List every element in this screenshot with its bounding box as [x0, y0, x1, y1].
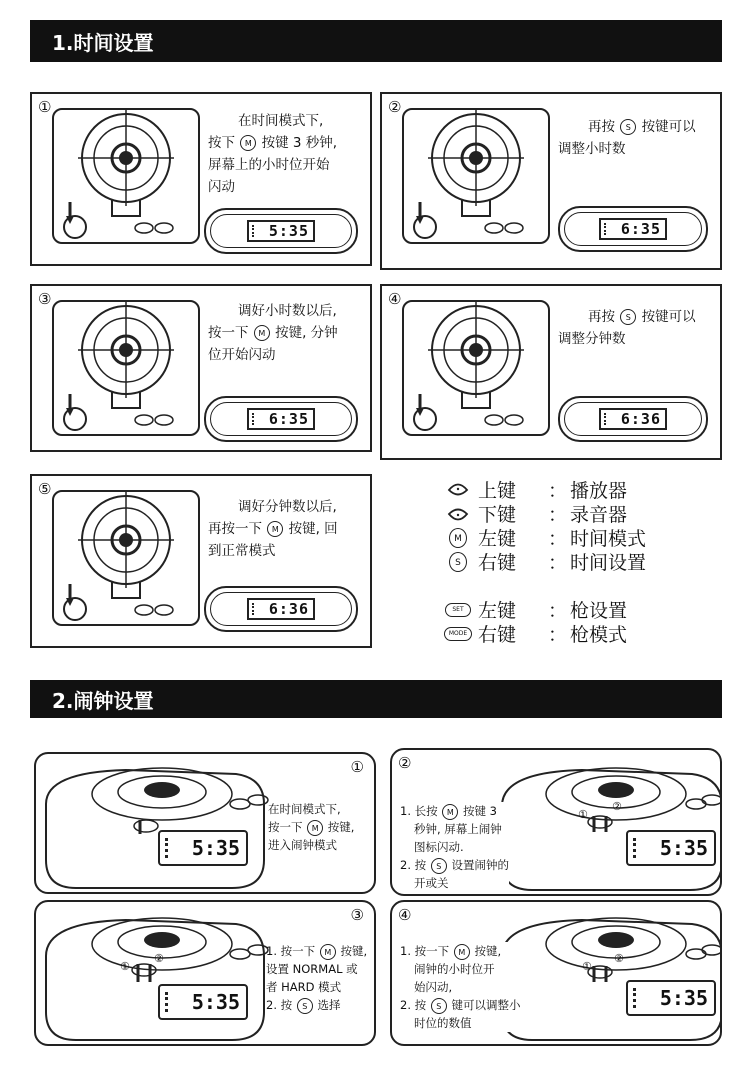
- mode-button-icon: MODE: [444, 627, 472, 641]
- section-alarm-setting-header: [30, 680, 722, 718]
- up-key-icon: [447, 481, 469, 499]
- alarm-step-panel-3: [34, 900, 376, 1046]
- device-top-view: [52, 108, 200, 244]
- alarm-step-panel-4: [390, 900, 722, 1046]
- s-key-icon: S: [431, 858, 447, 874]
- m-key-icon: M: [267, 521, 283, 537]
- time-step-panel-5: [30, 474, 372, 648]
- s-key-icon: S: [620, 309, 636, 325]
- s-key-icon: S: [297, 998, 313, 1014]
- legend-row: S 右键 ： 时间设置: [438, 548, 646, 575]
- time-step-panel-4: [380, 284, 722, 460]
- lcd-display: 5:35: [247, 220, 315, 242]
- device-illustration-icon: [54, 110, 198, 242]
- section-title: 1.时间设置: [52, 30, 154, 55]
- time-step-panel-1: [30, 92, 372, 266]
- device-top-view: [402, 300, 550, 436]
- step-number: ③: [38, 290, 52, 308]
- step-instructions: 1. 按一下 M 按键, 闹钟的小时位开 始闪动, 2. 按 S 键可以调整小 时位的数值: [400, 944, 521, 1030]
- callout-number: ②: [612, 800, 622, 813]
- step-number: ②: [388, 98, 402, 116]
- device-illustration-icon: [404, 302, 548, 434]
- legend-row: SET 左键 ： 枪设置: [438, 596, 627, 623]
- alarm-clock-illustration-icon: [36, 754, 276, 894]
- s-key-icon: S: [431, 998, 447, 1014]
- callout-number: ②: [614, 952, 624, 965]
- step-instructions: 再按 S 按键可以 调整小时数: [558, 119, 696, 157]
- device-top-view: [52, 300, 200, 436]
- legend-row: 下键 ： 录音器: [438, 500, 627, 527]
- device-illustration-icon: [54, 492, 198, 624]
- step-instructions: 调好分钟数以后, 再按一下 M 按键, 回 到正常模式: [208, 499, 338, 559]
- step-number: ②: [398, 754, 412, 772]
- lcd-display: 5:35: [626, 830, 716, 866]
- lcd-display: 5:35: [158, 830, 248, 866]
- device-top-view: [52, 490, 200, 626]
- step-number: ③: [350, 906, 364, 924]
- section-title: 2.闹钟设置: [52, 688, 154, 713]
- display-frame: [204, 586, 358, 632]
- legend-row: MODE 右键 ： 枪模式: [438, 620, 627, 647]
- m-key-icon: M: [442, 804, 458, 820]
- alarm-step-panel-1: [34, 752, 376, 894]
- lcd-display: 6:36: [599, 408, 667, 430]
- m-key-icon: M: [307, 820, 323, 836]
- callout-number: ①: [578, 808, 588, 821]
- device-illustration-icon: [404, 110, 548, 242]
- step-number: ⑤: [38, 480, 52, 498]
- device-illustration-icon: [54, 302, 198, 434]
- lcd-display: 5:35: [626, 980, 716, 1016]
- display-frame: [558, 206, 708, 252]
- down-key-icon: [447, 505, 469, 523]
- legend-row: M 左键 ： 时间模式: [438, 524, 646, 551]
- step-number: ④: [398, 906, 412, 924]
- lcd-display: 6:36: [247, 598, 315, 620]
- callout-number: ①: [120, 960, 130, 973]
- m-key-icon: M: [240, 135, 256, 151]
- step-instructions: 再按 S 按键可以 调整分钟数: [558, 309, 696, 347]
- lcd-display: 5:35: [158, 984, 248, 1020]
- m-key-icon: M: [320, 944, 336, 960]
- legend-row: 上键 ： 播放器: [438, 476, 627, 503]
- s-key-icon: S: [449, 552, 467, 572]
- alarm-clock-illustration-icon: [496, 902, 722, 1046]
- step-number: ④: [388, 290, 402, 308]
- m-key-icon: M: [454, 944, 470, 960]
- callout-number: ②: [154, 952, 164, 965]
- lcd-display: 6:35: [599, 218, 667, 240]
- step-instructions: 调好小时数以后, 按一下 M 按键, 分钟 位开始闪动: [208, 303, 338, 363]
- display-frame: [558, 396, 708, 442]
- display-frame: [204, 396, 358, 442]
- step-instructions: 在时间模式下, 按一下 M 按键, 进入闹钟模式: [268, 802, 355, 852]
- alarm-clock-illustration-icon: [36, 902, 276, 1046]
- alarm-step-panel-2: [390, 748, 722, 896]
- set-button-icon: SET: [445, 603, 471, 617]
- m-key-icon: M: [449, 528, 467, 548]
- step-number: ①: [38, 98, 52, 116]
- device-top-view: [402, 108, 550, 244]
- section-time-setting-header: [30, 20, 722, 62]
- m-key-icon: M: [254, 325, 270, 341]
- step-instructions: 1. 长按 M 按键 3 秒钟, 屏幕上闹钟 图标闪动. 2. 按 S 设置闹钟的 开或关: [400, 804, 509, 890]
- time-step-panel-3: [30, 284, 372, 452]
- s-key-icon: S: [620, 119, 636, 135]
- step-number: ①: [350, 758, 364, 776]
- callout-number: ①: [582, 960, 592, 973]
- time-step-panel-2: [380, 92, 722, 270]
- step-instructions: 在时间模式下, 按下 M 按键 3 秒钟, 屏幕上的小时位开始 闪动: [208, 113, 338, 195]
- display-frame: [204, 208, 358, 254]
- step-instructions: 1. 按一下 M 按键, 设置 NORMAL 或 者 HARD 模式 2. 按 S 选择: [266, 944, 368, 1012]
- alarm-clock-illustration-icon: [496, 750, 722, 896]
- lcd-display: 6:35: [247, 408, 315, 430]
